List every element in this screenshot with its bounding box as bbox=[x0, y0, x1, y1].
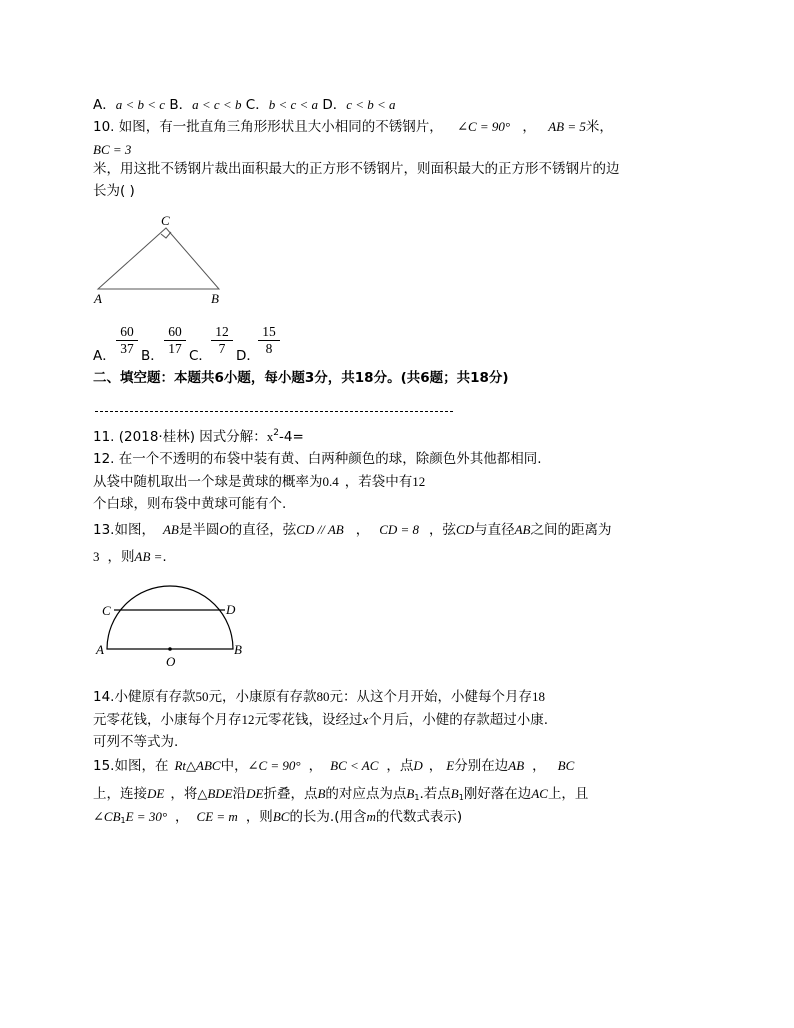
q13-t4: 与直径 bbox=[474, 522, 515, 538]
q10-line2 bbox=[93, 141, 131, 159]
q15-b1b: B bbox=[450, 786, 459, 801]
q15-sep4: ， bbox=[175, 809, 189, 825]
q15-angle: ∠C = 90° bbox=[247, 758, 301, 773]
q15-sep1: ， bbox=[308, 758, 323, 774]
q15-ab: AB bbox=[508, 758, 525, 773]
q14-t1: 小健原有存款 bbox=[114, 689, 196, 705]
q12-text2a: 从袋中随机取出一个球是黄球的概率为 bbox=[93, 474, 323, 490]
q15-l3d: 的长为.(用含 bbox=[289, 809, 367, 825]
q13-semicircle-figure bbox=[92, 582, 252, 672]
q15-line3 bbox=[93, 808, 462, 826]
q10-unit1: 米， bbox=[585, 119, 613, 135]
q15-l2c: 沿 bbox=[232, 786, 247, 802]
q13-line1 bbox=[93, 521, 612, 539]
q14-line1 bbox=[93, 688, 545, 706]
q14-t4: 元零花钱，小康每个月存 bbox=[93, 712, 242, 728]
label-c: C bbox=[161, 213, 170, 228]
q15-l3b: E = 30° bbox=[125, 809, 168, 824]
q15-sub3: 1 bbox=[120, 816, 126, 825]
q12-line1 bbox=[93, 450, 542, 468]
q12-line3: 个白球，则布袋中黄球可能有个. bbox=[93, 496, 287, 512]
label-b: B bbox=[211, 291, 219, 306]
q15-l2d: 折叠，点 bbox=[263, 786, 318, 802]
q15-bc2: BC bbox=[272, 809, 290, 824]
q15-triangle: Rt△ABC bbox=[174, 758, 221, 773]
q15-t2: 中， bbox=[220, 758, 248, 774]
q10-line1 bbox=[93, 118, 613, 136]
q12-line2 bbox=[93, 473, 425, 491]
q9-option-d-label: D． bbox=[322, 97, 347, 113]
label-b: B bbox=[234, 642, 242, 657]
q13-line2 bbox=[93, 548, 167, 566]
q13-sep1: ， bbox=[355, 522, 370, 538]
q10-triangle-figure bbox=[90, 210, 230, 310]
q10-option-b-num: 60 bbox=[164, 324, 186, 341]
q14-v3: 18 bbox=[531, 689, 545, 704]
q15-sep3: ， bbox=[532, 758, 546, 774]
q10-option-b-label: B． bbox=[141, 348, 164, 364]
q10-option-c-fraction bbox=[211, 324, 233, 357]
q11-rest: -4= bbox=[279, 429, 304, 445]
q12-number: 12. bbox=[93, 451, 115, 467]
q15-m: m bbox=[366, 809, 376, 824]
q15-de2: DE bbox=[246, 786, 264, 801]
q15-l2f: .若点 bbox=[419, 786, 451, 802]
q11-x: x bbox=[266, 429, 274, 444]
q9-option-b-expr: a < c < b bbox=[192, 97, 242, 112]
q9-option-a-expr: a < b < c bbox=[115, 97, 166, 112]
label-a: A bbox=[96, 642, 104, 657]
q9-option-c-label: C． bbox=[245, 97, 269, 113]
q15-l2b: ，将 bbox=[170, 786, 198, 802]
q11 bbox=[93, 428, 304, 446]
q10-option-b-den: 17 bbox=[168, 341, 182, 356]
q10-option-c-label: C． bbox=[189, 348, 212, 364]
q13-number: 13. bbox=[93, 522, 115, 538]
q13-sep2: ，弦 bbox=[429, 522, 457, 538]
q10-line4: 长为( ) bbox=[93, 183, 135, 199]
label-o: O bbox=[166, 654, 176, 669]
q13-ab3: AB = bbox=[134, 549, 163, 564]
q15-l2g: 刚好落在边 bbox=[463, 786, 532, 802]
q14-t3: 元：从这个月开始，小健每个月存 bbox=[329, 689, 532, 705]
q15-number: 15. bbox=[93, 758, 115, 774]
q14-v4: 12 bbox=[241, 712, 255, 727]
q15-inequality: BC < AC bbox=[330, 758, 379, 773]
q15-bc: BC bbox=[557, 758, 575, 773]
right-angle-mark bbox=[161, 232, 171, 238]
q15-e: E bbox=[446, 758, 455, 773]
q12-count: 12 bbox=[412, 474, 426, 489]
q15-d: D bbox=[413, 758, 423, 773]
q9-option-b-label: B． bbox=[169, 97, 193, 113]
q15-l3e: 的代数式表示) bbox=[375, 809, 463, 825]
q13-t5: 之间的距离为 bbox=[530, 522, 612, 538]
q10-option-c-den: 7 bbox=[218, 341, 226, 356]
q10-option-a-num: 60 bbox=[116, 324, 138, 341]
q10-option-a-den: 37 bbox=[120, 341, 134, 356]
q13-t7: . bbox=[162, 549, 167, 565]
q13-distance: 3 bbox=[93, 549, 100, 564]
q15-b1a: B bbox=[406, 786, 415, 801]
q15-t4: 分别在边 bbox=[454, 758, 509, 774]
q15-b: B bbox=[317, 786, 326, 801]
q15-ce: CE = m bbox=[196, 809, 238, 824]
q14-v2: 80 bbox=[316, 689, 330, 704]
q10-option-a-fraction bbox=[116, 324, 138, 357]
q13-t1: 如图， bbox=[114, 522, 155, 538]
q10-line3: 米，用这批不锈钢片裁出面积最大的正方形不锈钢片，则面积最大的正方形不锈钢片的边 bbox=[93, 161, 620, 177]
q13-t2: 是半圆 bbox=[178, 522, 220, 538]
q15-l2h: 上，且 bbox=[547, 786, 589, 802]
q12-text1: 在一个不透明的布袋中装有黄、白两种颜色的球，除颜色外其他都相同. bbox=[118, 451, 542, 467]
q12-text2b: ，若袋中有 bbox=[344, 474, 413, 490]
q13-cd: CD bbox=[456, 522, 475, 537]
q14-line2 bbox=[93, 711, 548, 729]
q15-l2e: 的对应点为点 bbox=[325, 786, 407, 802]
q9-options bbox=[93, 96, 396, 114]
q15-t3: ，点 bbox=[386, 758, 414, 774]
q10-option-d-den: 8 bbox=[265, 341, 273, 356]
q14-v1: 50 bbox=[195, 689, 209, 704]
q14-x: x bbox=[362, 712, 369, 727]
q15-bde: △BDE bbox=[197, 786, 233, 801]
q9-option-d-expr: c < b < a bbox=[346, 97, 396, 112]
q15-line1 bbox=[93, 757, 574, 775]
q10-number: 10. bbox=[93, 119, 115, 135]
q13-o: O bbox=[219, 522, 229, 537]
label-a: A bbox=[94, 291, 102, 306]
q14-line3: 可列不等式为. bbox=[93, 734, 179, 750]
q15-l3c: ，则 bbox=[245, 809, 273, 825]
q10-text1: 如图，有一批直角三角形形状且大小相同的不锈钢片， bbox=[118, 119, 443, 135]
q15-l2a: 上，连接 bbox=[93, 786, 147, 802]
q13-t6: ，则 bbox=[107, 549, 135, 565]
semicircle bbox=[107, 586, 233, 649]
q9-option-a-label: A． bbox=[93, 97, 116, 113]
q15-de: DE bbox=[147, 786, 165, 801]
q10-ab: AB = 5 bbox=[548, 119, 586, 134]
q10-option-d-fraction bbox=[258, 324, 280, 357]
q15-sub1: 1 bbox=[414, 793, 420, 802]
q10-bc: BC = 3 bbox=[93, 142, 132, 157]
q15-line2 bbox=[93, 785, 588, 803]
q13-ab: AB bbox=[162, 522, 179, 537]
q15-sub2: 1 bbox=[458, 793, 464, 802]
q10-option-d-num: 15 bbox=[258, 324, 280, 341]
q13-t3: 的直径，弦 bbox=[228, 522, 297, 538]
section-2-title: 二、填空题：本题共6小题，每小题3分，共18分。(共6题；共18分) bbox=[93, 370, 509, 386]
q10-sep: ， bbox=[522, 119, 536, 135]
q11-exponent: 2 bbox=[273, 428, 279, 438]
q11-text: 因式分解： bbox=[199, 429, 267, 445]
label-d: D bbox=[226, 602, 236, 617]
q11-number: 11. bbox=[93, 429, 115, 445]
q15-sep2: ， bbox=[428, 758, 443, 774]
q12-probability: 0.4 bbox=[322, 474, 339, 489]
q15-ac: AC bbox=[531, 786, 548, 801]
triangle-abc bbox=[98, 228, 219, 289]
q11-source: (2018·桂林) bbox=[118, 429, 195, 445]
q10-option-b-fraction bbox=[164, 324, 186, 357]
q13-ab2: AB bbox=[514, 522, 531, 537]
q14-t6: 个月后，小健的存款超过小康. bbox=[368, 712, 549, 728]
center-o-dot bbox=[168, 647, 172, 651]
q14-number: 14. bbox=[93, 689, 115, 705]
q14-t5: 元零花钱，设经过 bbox=[254, 712, 363, 728]
q10-option-c-num: 12 bbox=[211, 324, 233, 341]
dashed-separator bbox=[95, 411, 453, 412]
q10-option-a-label: A． bbox=[93, 348, 116, 364]
q13-cd-eq: CD = 8 bbox=[379, 522, 420, 537]
q14-t2: 元，小康原有存款 bbox=[208, 689, 317, 705]
q10-angle: ∠C = 90° bbox=[457, 119, 511, 134]
label-c: C bbox=[102, 603, 111, 618]
q15-t1: 如图，在 bbox=[114, 758, 169, 774]
q15-l3a: ∠CB bbox=[93, 809, 121, 824]
q13-cd-parallel: CD // AB bbox=[296, 522, 344, 537]
q10-option-d-label: D． bbox=[236, 348, 260, 364]
q9-option-c-expr: b < c < a bbox=[268, 97, 319, 112]
